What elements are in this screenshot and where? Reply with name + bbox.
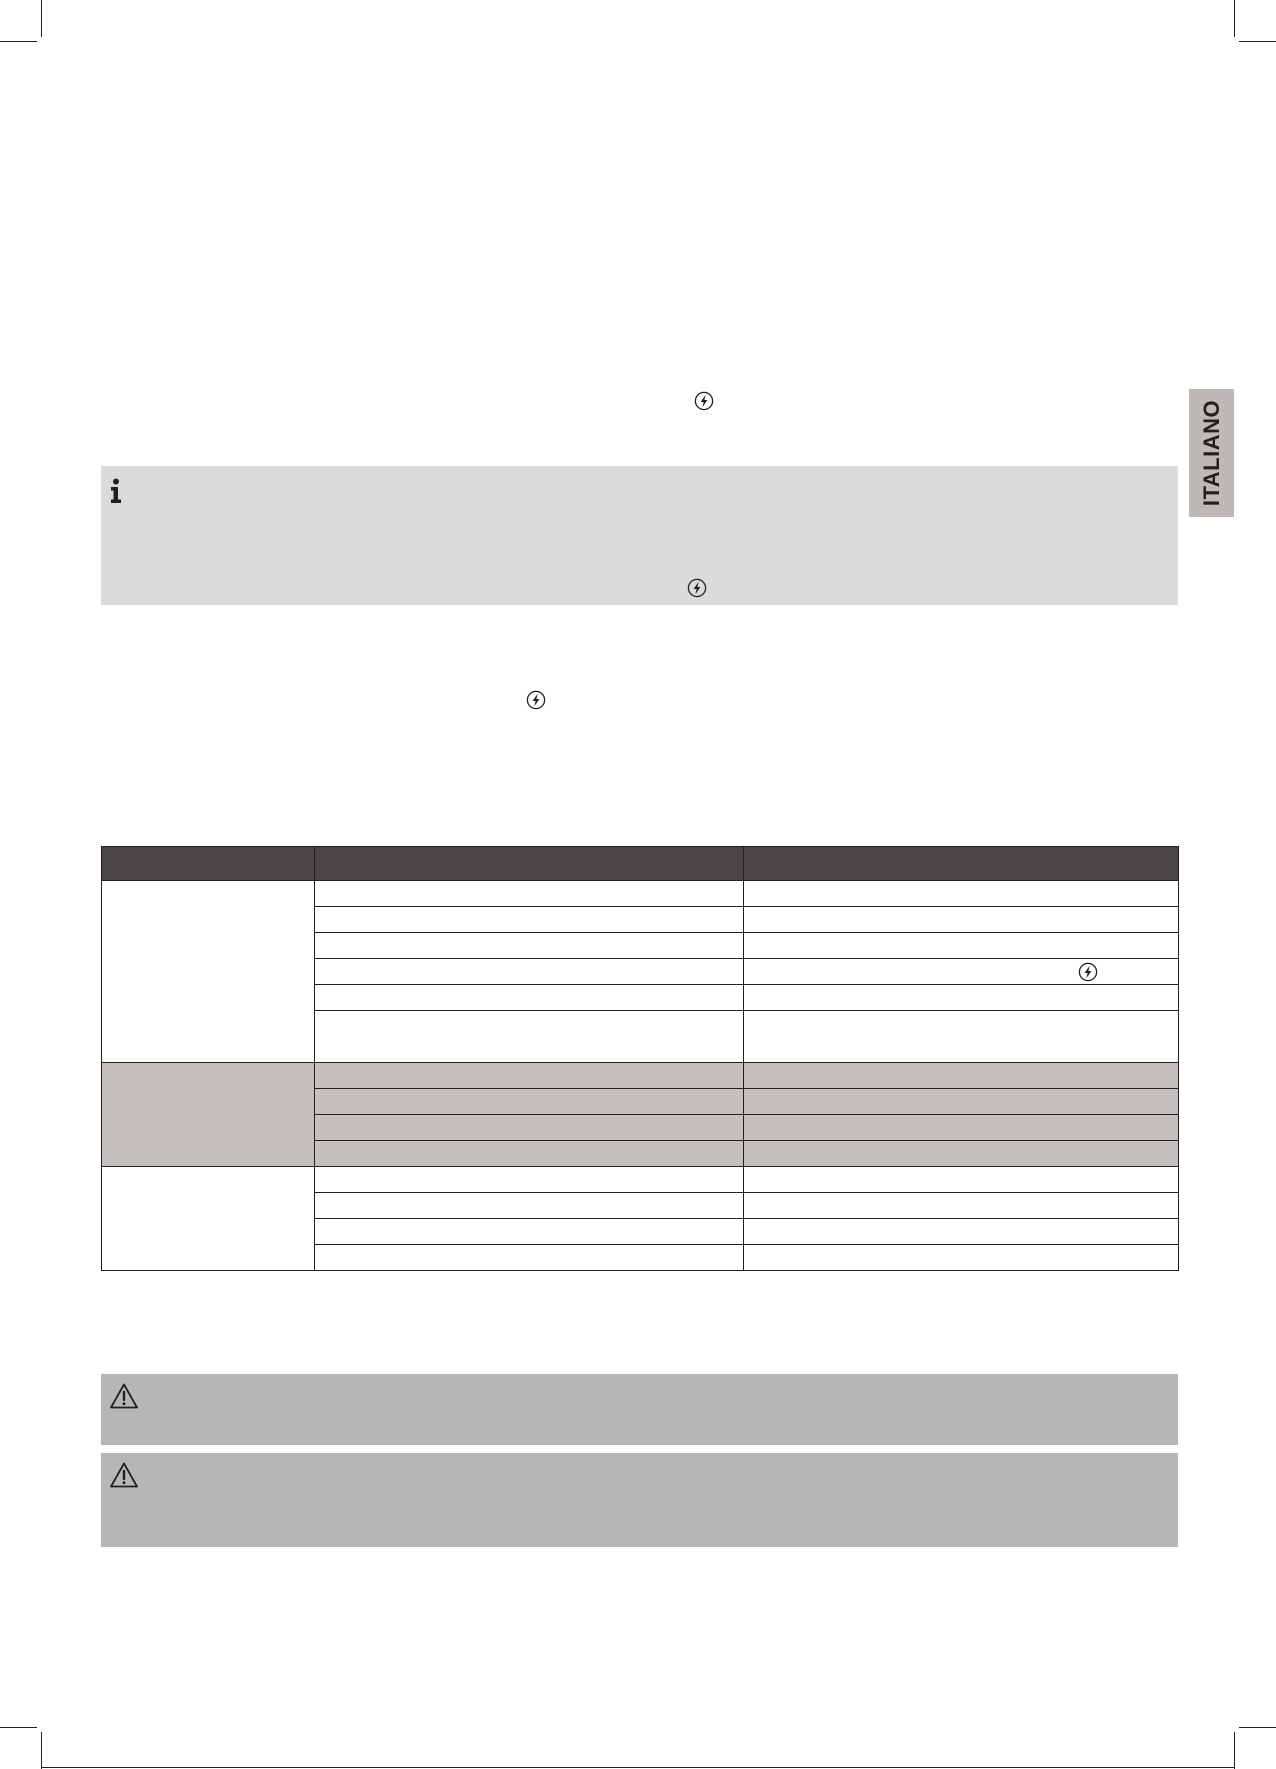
- warning-triangle-icon: [109, 1382, 139, 1410]
- table-group-cell: [102, 1063, 315, 1167]
- table-group-cell: [102, 1167, 315, 1271]
- table-cell: [744, 1089, 1179, 1115]
- table-cell: [315, 1063, 744, 1089]
- crop-mark: [1239, 41, 1276, 42]
- table-cell: [744, 1141, 1179, 1167]
- table-cell: [315, 1219, 744, 1245]
- table-header-row: [102, 847, 1179, 881]
- crop-mark: [41, 0, 42, 37]
- warning-box: [101, 1453, 1178, 1547]
- table-cell: [315, 985, 744, 1011]
- crop-mark: [1239, 1727, 1276, 1728]
- language-tab: [1189, 389, 1234, 517]
- lightning-bolt-icon: [526, 690, 546, 710]
- table-cell: [744, 1167, 1179, 1193]
- info-icon: [109, 478, 123, 504]
- table-cell: [744, 959, 1179, 985]
- table-cell: [315, 933, 744, 959]
- table-header-cell: [102, 847, 315, 881]
- crop-mark: [1234, 0, 1235, 37]
- table-row: [102, 1063, 1179, 1089]
- table-cell: [744, 1063, 1179, 1089]
- trim-line: [42, 1767, 1234, 1768]
- table-cell: [744, 1193, 1179, 1219]
- table-group-cell: [102, 881, 315, 1063]
- table-cell: [744, 933, 1179, 959]
- table-cell: [744, 1245, 1179, 1271]
- table-cell: [315, 1167, 744, 1193]
- table-cell: [315, 1089, 744, 1115]
- table-header-cell: [315, 847, 744, 881]
- table-cell: [744, 1115, 1179, 1141]
- table-row: [102, 1167, 1179, 1193]
- table-row: [102, 881, 1179, 907]
- table-cell: [315, 907, 744, 933]
- lightning-bolt-icon: [694, 391, 714, 411]
- table-cell: [315, 1115, 744, 1141]
- lightning-bolt-icon: [1078, 962, 1098, 982]
- table-cell: [744, 881, 1179, 907]
- table-header-cell: [744, 847, 1179, 881]
- crop-mark: [0, 1727, 37, 1728]
- crop-mark: [1234, 1732, 1235, 1769]
- warning-triangle-icon: [109, 1461, 139, 1489]
- note-box: [101, 466, 1178, 605]
- table-cell: [315, 1245, 744, 1271]
- crop-mark: [0, 41, 37, 42]
- warning-box: [101, 1374, 1178, 1445]
- language-tab-label: ITALIANO: [1198, 399, 1224, 507]
- table-cell: [744, 1219, 1179, 1245]
- table-cell: [744, 985, 1179, 1011]
- table-cell: [744, 1011, 1179, 1063]
- troubleshooting-table: [101, 846, 1179, 1271]
- table-cell: [315, 1141, 744, 1167]
- table-cell: [315, 1193, 744, 1219]
- table-cell: [315, 959, 744, 985]
- table-cell: [744, 907, 1179, 933]
- crop-mark: [41, 1732, 42, 1769]
- table-cell: [315, 881, 744, 907]
- lightning-bolt-icon: [687, 578, 707, 598]
- table-cell: [315, 1011, 744, 1063]
